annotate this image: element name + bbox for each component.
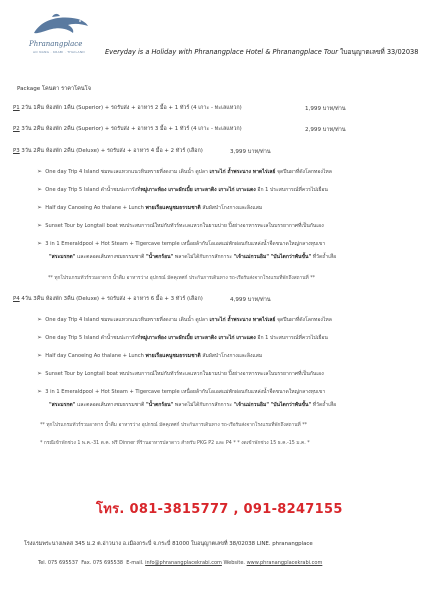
stay-conditions-note: * กรณีเข้าพักช่วง 1 พ.ค.-31 ต.ค. ฟรี Dinner ที่ร้านอาหารปลาดาว สำหรับ PKG P2 และ P4 * * งดเข้าพักช่วง 15 ธ.ค.-15 ม.ค. * (40, 441, 310, 446)
license-number: ใบอนุญาตเลขที่ 33/02038 (340, 48, 419, 56)
logo-subtitle: AO NANG · KRABI · THAILAND (33, 50, 85, 54)
tour-item: ➢ Half day Canoeing Ao thalane + Lunch พายเรือแคนูชมธรรมชาติ สัมผัสป่าโกงกางและลิงแสม (37, 204, 263, 211)
tour-note-2: ** ทุกโปรแกรมทัวร์รวมอาหาร น้ำดื่ม อาหารว่าง อุปกรณ์ มัคคุเทศก์ ประกันการเดินทาง รถ-เรือรับส่งจากโรงแรมที่พักถึงสถานที่ ** (40, 423, 307, 428)
arrow-bullet-icon: ➢ (37, 240, 43, 247)
email-link[interactable]: info@phranangplacekrabi.com (145, 560, 222, 566)
dolphin-logo-icon (30, 13, 90, 39)
package-desc: 4วัน 3คืน ห้องพัก 3คืน (Deluxe) + รถรับส่ง + อาหาร 6 มื้อ + 3 ทัวร์ (เลือก) (21, 296, 203, 302)
address: โรงแรมพระนางเพลส 345 ม.2 ต.อ่าวนาง อ.เมืองกระบี่ จ.กระบี่ 81000 ใบอนุญาตเลขที่ 38/02038 LINE. phranangplace (24, 541, 313, 547)
package-price-p3: 3,999 บาท/ท่าน (230, 149, 271, 155)
package-id: P1 (13, 105, 20, 111)
tour-item: ➢ One day Trip 4 Island ชมทะเลแหวกแนวหินทรายที่งดงาม เดินน้ำ ดูปลา เกาะไก่ ถ้ำพระนาง หาดไร่เลย์ จุดปีนผาที่ดังโลกทองไหล (37, 316, 332, 323)
tagline (105, 46, 418, 57)
arrow-bullet-icon: ➢ (37, 316, 43, 323)
package-id: P4 (13, 296, 20, 302)
website-link[interactable]: www.phranangplacekrabi.com (246, 560, 323, 566)
arrow-bullet-icon: ➢ (37, 168, 43, 175)
package-price-p1: 1,999 บาท/ท่าน (305, 106, 346, 112)
logo-name: Phranangplace (29, 40, 83, 48)
arrow-bullet-icon: ➢ (37, 388, 43, 395)
arrow-bullet-icon: ➢ (37, 370, 43, 377)
package-price-p4: 4,999 บาท/ท่าน (230, 297, 271, 303)
package-row-p1 (13, 105, 242, 112)
package-desc: 2วัน 1คืน ห้องพัก 1คืน (Superior) + รถรับส่ง + อาหาร 2 มื้อ + 1 ทัวร์ (4 เกาะ - ทะเลแหวก) (21, 105, 242, 111)
fax: Fax. 075 695538 (81, 560, 124, 566)
arrow-bullet-icon: ➢ (37, 352, 43, 359)
website-label: Website. (223, 560, 245, 566)
tour-item: ➢ 3 in 1 Emeraldpool + Hot Steam + Tigercave temple เหนื่อยล้ากับโอเอสแม่พักผ่อนกับแหล่งน้ำจืดขนาดใหญ่กลางหุบเขา (37, 388, 326, 395)
tagline-text: Everyday is a Holiday with Phranangplace Hotel & Phranangplace Tour (105, 48, 339, 56)
phone-numbers[interactable]: โทร. 081-3815777 , 091-8247155 (96, 502, 343, 517)
tour-item: ➢ Half day Canoeing Ao thalane + Lunch พายเรือแคนูชมธรรมชาติ สัมผัสป่าโกงกางและลิงแสม (37, 352, 263, 359)
tour-item-continued: "สระมรกต" และตลอดเส้นทางชมธรรมชาติ "น้ำตกร้อน" พลาดไม่ได้กับการสักการะ "เจ้าแม่กวนอิม" "บันไดกว่าพันขั้น" ที่วัดถ้ำเสือ (49, 254, 337, 260)
package-title: Package โคนตา ราคาโคนโจ (17, 86, 91, 92)
package-id: P2 (13, 126, 20, 132)
package-price-p2: 2,999 บาท/ท่าน (305, 127, 346, 133)
tour-item: ➢ One day Trip 5 Island ดำน้ำชมปะการังที่หมู่เกาะห้อง เกาะผักเบี้ย เกาะลาดิง เกาะไก่ เกาะแดง อีก 1 ประสบการณ์ที่ควรไปเยือน (37, 186, 328, 193)
arrow-bullet-icon: ➢ (37, 186, 43, 193)
package-row-p4 (13, 296, 203, 303)
package-desc: 3วัน 2คืน ห้องพัก 2คืน (Deluxe) + รถรับส่ง + อาหาร 4 มื้อ + 2 ทัวร์ (เลือก) (21, 148, 203, 154)
logo (24, 13, 96, 57)
contact-line (38, 560, 322, 567)
package-id: P3 (13, 148, 20, 154)
package-row-p3 (13, 148, 203, 155)
arrow-bullet-icon: ➢ (37, 222, 43, 229)
tel[interactable]: Tel. 075 695537 (38, 560, 79, 566)
tour-item: ➢ Sunset Tour by Longtail boat พบประสบการณ์ใหม่กับทัวร์ทะเลแหวกในยามบ่าย ปิ้งย่างอาหารทะเลในบรรยากาศที่เป็นกันเอง (37, 370, 324, 377)
tour-item-continued: "สระมรกต" และตลอดเส้นทางชมธรรมชาติ "น้ำตกร้อน" พลาดไม่ได้กับการสักการะ "เจ้าแม่กวนอิม" "บันไดกว่าพันขั้น" ที่วัดถ้ำเสือ (49, 402, 337, 408)
tour-note-1: ** ทุกโปรแกรมทัวร์รวมอาหาร น้ำดื่ม อาหารว่าง อุปกรณ์ มัคคุเทศก์ ประกันการเดินทาง รถ-เรือรับส่งจากโรงแรมที่พักถึงสถานที่ ** (48, 276, 315, 281)
tour-item: ➢ 3 in 1 Emeraldpool + Hot Steam + Tigercave temple เหนื่อยล้ากับโอเอสแม่พักผ่อนกับแหล่งน้ำจืดขนาดใหญ่กลางหุบเขา (37, 240, 326, 247)
package-desc: 3วัน 2คืน ห้องพัก 2คืน (Superior) + รถรับส่ง + อาหาร 3 มื้อ + 1 ทัวร์ (4 เกาะ - ทะเลแหวก) (21, 126, 242, 132)
arrow-bullet-icon: ➢ (37, 334, 43, 341)
package-row-p2 (13, 126, 242, 133)
tour-item: ➢ Sunset Tour by Longtail boat พบประสบการณ์ใหม่กับทัวร์ทะเลแหวกในยามบ่าย ปิ้งย่างอาหารทะเลในบรรยากาศที่เป็นกันเอง (37, 222, 324, 229)
email-label: E-mail. (126, 560, 144, 566)
tour-item: ➢ One day Trip 4 Island ชมทะเลแหวกแนวหินทรายที่งดงาม เดินน้ำ ดูปลา เกาะไก่ ถ้ำพระนาง หาดไร่เลย์ จุดปีนผาที่ดังโลกทองไหล (37, 168, 332, 175)
arrow-bullet-icon: ➢ (37, 204, 43, 211)
tour-item: ➢ One day Trip 5 Island ดำน้ำชมปะการังที่หมู่เกาะห้อง เกาะผักเบี้ย เกาะลาดิง เกาะไก่ เกาะแดง อีก 1 ประสบการณ์ที่ควรไปเยือน (37, 334, 328, 341)
